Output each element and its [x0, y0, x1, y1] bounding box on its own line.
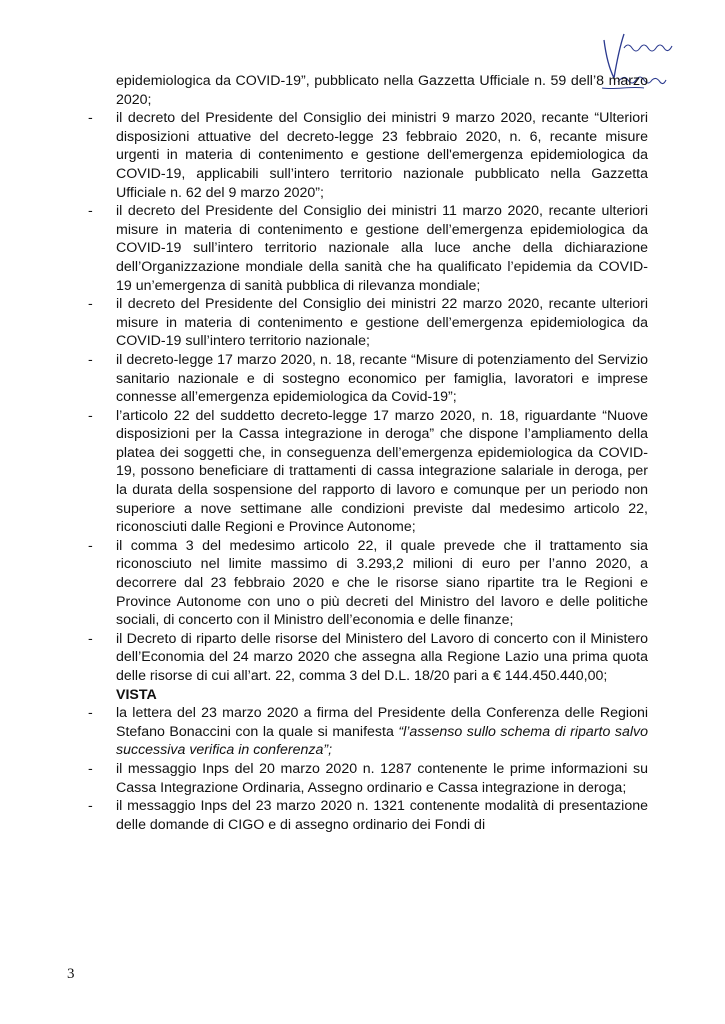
list-item: - il comma 3 del medesimo articolo 22, il quale prevede che il trattamento sia riconosciuto nel limite massimo di 3.293,2 milioni di euro per l’anno 2020, a decorrere dal 23 febbraio 2020 e che le risorse siano ripartite tra le Regioni e Province Autonome con uno o più decreti del Ministro del lavoro e delle politiche sociali, di concerto con il Ministro dell’economia e delle finanze;: [88, 537, 648, 629]
bullet-dash: -: [88, 407, 93, 424]
bullet-dash: -: [88, 705, 93, 722]
italic-quote: “l’assenso sullo schema di riparto salvo successiva verifica in conferenza”;: [116, 723, 648, 759]
bullet-dash: -: [88, 296, 93, 313]
list-item: - l’articolo 22 del suddetto decreto-legge 17 marzo 2020, n. 18, riguardante “Nuove disposizioni per la Cassa integrazione in deroga” che dispone l’ampliamento della platea dei soggetti che, in conseguenza dell’emergenza epidemiologica da COVID-19, possono beneficiare di trattamenti di cassa integrazione salariale in deroga, per la durata della sospensione del rapporto di lavoro e comunque per un periodo non superiore a nove settimane alle condizioni previste dal medesimo articolo 22, riconosciuti dalle Regioni e Province Autonome;: [88, 407, 648, 536]
bullet-dash: -: [88, 351, 93, 368]
page-number: 3: [67, 966, 75, 982]
bullet-dash: -: [88, 537, 93, 554]
list-item: - il messaggio Inps del 23 marzo 2020 n. 1321 contenente modalità di presentazione delle domande di CIGO e di assegno ordinario dei Fondi di: [88, 798, 648, 833]
list-item: - il decreto del Presidente del Consiglio dei ministri 22 marzo 2020, recante ulteriori misure in materia di contenimento e gestione dell’emergenza epidemiologica da COVID-19 sull’intero territorio nazionale;: [88, 296, 648, 350]
section-heading: VISTA: [116, 686, 157, 703]
document-body: [88, 72, 648, 834]
list-item: - il Decreto di riparto delle risorse del Ministero del Lavoro di concerto con il Ministero dell’Economia del 24 marzo 2020 che assegna alla Regione Lazio una prima quota delle risorse di cui all’art. 22, comma 3 del D.L. 18/20 pari a € 144.450.440,00;: [88, 630, 648, 684]
list-item: epidemiologica da COVID-19”, pubblicato nella Gazzetta Ufficiale n. 59 dell’8 marzo 2020;: [116, 73, 648, 108]
list-item: - il decreto del Presidente del Consiglio dei ministri 9 marzo 2020, recante “Ulteriori disposizioni attuative del decreto-legge 23 febbraio 2020, n. 6, recante misure urgenti in materia di contenimento e gestione dell'emergenza epidemiologica da COVID-19, applicabili sull’intero territorio nazionale pubblicato nella Gazzetta Ufficiale n. 62 del 9 marzo 2020”;: [88, 110, 648, 201]
bullet-dash: -: [88, 203, 93, 220]
bullet-dash: -: [88, 760, 93, 777]
bullet-dash: -: [88, 798, 93, 815]
bullet-dash: -: [88, 110, 93, 127]
list-item: - il decreto del Presidente del Consiglio dei ministri 11 marzo 2020, recante ulteriori misure in materia di contenimento e gestione dell’emergenza epidemiologica da COVID-19 sull’intero territorio nazionale alla luce anche della dichiarazione dell’Organizzazione mondiale della sanità che ha qualificato l’epidemia da COVID-19 un’emergenza di sanità pubblica di rilevanza mondiale;: [88, 203, 648, 294]
list-item: - il messaggio Inps del 20 marzo 2020 n. 1287 contenente le prime informazioni su Cassa Integrazione Ordinaria, Assegno ordinario e Cassa integrazione in deroga;: [88, 760, 648, 796]
bullet-dash: -: [88, 630, 93, 647]
list-item: - il decreto-legge 17 marzo 2020, n. 18, recante “Misure di potenziamento del Servizio sanitario nazionale e di sostegno economico per famiglia, lavoratori e imprese connesse all’emergenza epidemiologica da Covid-19”;: [88, 351, 648, 406]
list-item: - la lettera del 23 marzo 2020 a firma del Presidente della Conferenza delle Regioni Stefano Bonaccini con la quale si manifesta “l’assenso sullo schema di riparto salvo successiva verifica in conferenza”;: [88, 705, 648, 759]
